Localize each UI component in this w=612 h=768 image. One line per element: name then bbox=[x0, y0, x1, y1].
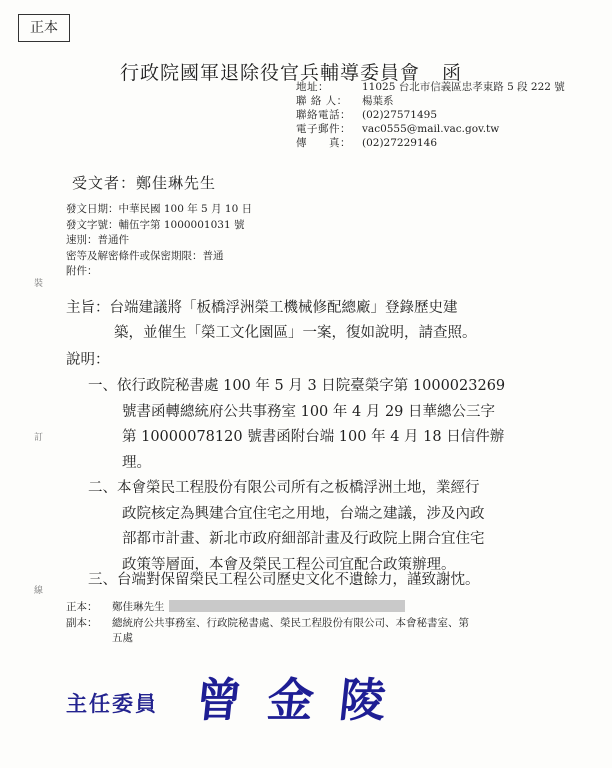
signatory-title: 主任委員 bbox=[66, 691, 158, 716]
dispatch-number: 發文字號：輔伍字第 1000001031 號 bbox=[66, 218, 245, 231]
issuing-agency: 行政院國軍退除役官兵輔導委員會 bbox=[120, 62, 421, 84]
redaction-bar bbox=[169, 600, 405, 612]
contact-row: 聯絡電話： (02)27571495 bbox=[296, 109, 437, 121]
copy-recipients-cont: 五處 bbox=[112, 632, 133, 644]
original-stamp-box: 正本 bbox=[18, 14, 70, 42]
contact-row: 聯 絡 人： 楊葉系 bbox=[296, 95, 394, 107]
explanation-item: 二、本會榮民工程股份有限公司所有之板橋浮洲土地，業經行 政院核定為興建合宜住宅之用地，台端之建議，涉及內政 部都市計畫、新北市政府細部計畫及行政院上開合宜住宅 政策等層面，本會及榮民工程公司宜配合政策辦理。 bbox=[88, 480, 485, 573]
contact-row: 傳 真： (02)27229146 bbox=[296, 137, 437, 149]
fax-value: (02)27229146 bbox=[362, 137, 437, 149]
subject-line: 築，並催生「榮工文化園區」一案，復如說明，請查照。 bbox=[114, 325, 477, 341]
email-value: vac0555@mail.vac.gov.tw bbox=[362, 123, 500, 135]
signature-name: 曾金陵 bbox=[192, 673, 415, 727]
address-value: 11025 台北市信義區忠孝東路 5 段 222 號 bbox=[362, 81, 565, 93]
subject-line: 主旨：台端建議將「板橋浮洲榮工機械修配總廠」登錄歷史建 bbox=[66, 300, 458, 316]
original-recipient-row: 正本： 鄭佳琳先生 bbox=[66, 600, 469, 616]
original-recipient: 鄭佳琳先生 bbox=[112, 601, 165, 613]
copy-recipients-row: 副本： 總統府公共事務室、行政院秘書處、榮民工程股份有限公司、本會秘書室、第 bbox=[66, 616, 469, 632]
binding-mark: 訂 bbox=[34, 433, 44, 443]
explanation-label: 說明： bbox=[66, 352, 110, 368]
document-type: 函 bbox=[442, 62, 463, 84]
phone-value: (02)27571495 bbox=[362, 109, 437, 121]
priority: 速別：普通件 bbox=[66, 234, 129, 246]
recipient: 受文者：鄭佳琳先生 bbox=[72, 174, 217, 192]
copy-recipients: 總統府公共事務室、行政院秘書處、榮民工程股份有限公司、本會秘書室、第 bbox=[112, 616, 469, 629]
binding-mark: 線 bbox=[34, 586, 44, 596]
contact-row: 電子郵件： vac0555@mail.vac.gov.tw bbox=[296, 123, 500, 135]
explanation-item: 一、依行政院秘書處 100 年 5 月 3 日院臺榮字第 1000023269 號書函轉總統府公共事務室 100 年 4 月 29 日華總公三字 第 10000078120 號書函附台端 100 年 4 月 18 日信件辦 理。 bbox=[88, 378, 506, 471]
explanation-item: 三、台端對保留榮民工程公司歷史文化不遺餘力，謹致謝忱。 bbox=[88, 572, 480, 588]
dispatch-meta bbox=[66, 202, 252, 280]
subject bbox=[66, 296, 477, 346]
contact-block bbox=[296, 80, 565, 150]
attachments: 附件： bbox=[66, 265, 98, 277]
contact-person-value: 楊葉系 bbox=[362, 95, 394, 107]
distribution-block bbox=[66, 600, 469, 647]
contact-row: 地址： 11025 台北市信義區忠孝東路 5 段 222 號 bbox=[296, 81, 565, 93]
binding-mark: 裝 bbox=[34, 279, 44, 289]
classification: 密等及解密條件或保密期限：普通 bbox=[66, 249, 224, 262]
dispatch-date: 發文日期：中華民國 100 年 5 月 10 日 bbox=[66, 203, 253, 215]
